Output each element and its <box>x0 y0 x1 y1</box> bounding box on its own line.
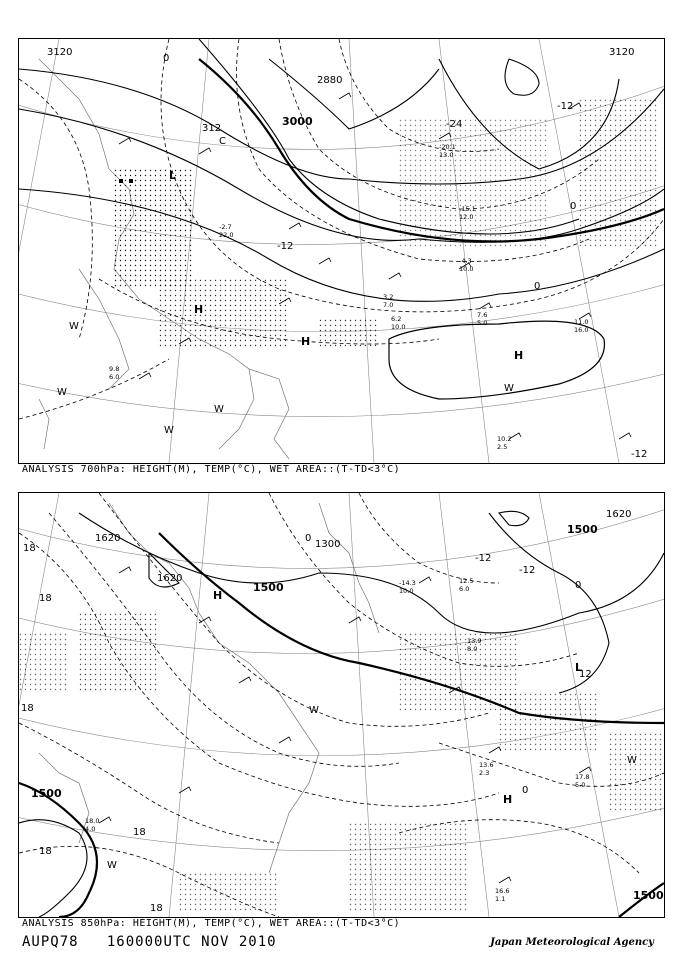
svg-text:-14.3: -14.3 <box>399 579 416 587</box>
svg-text:6.0: 6.0 <box>109 373 120 381</box>
svg-text:16.0: 16.0 <box>574 326 589 334</box>
svg-text:22.0: 22.0 <box>219 231 234 239</box>
height-label: 1620 <box>157 573 183 584</box>
height-label: 1500 <box>253 581 284 594</box>
height-1500-contour-sw <box>19 783 100 917</box>
isotherm-label: 18 <box>39 593 52 604</box>
valid-time: 160000UTC NOV 2010 <box>106 934 277 950</box>
svg-text:10.0: 10.0 <box>459 265 474 273</box>
svg-text:10.2: 10.2 <box>497 435 512 443</box>
isotherm-label: 18 <box>150 903 163 914</box>
svg-text:13.6: 13.6 <box>479 761 494 769</box>
svg-text:16.6: 16.6 <box>495 887 510 895</box>
svg-text:11.0: 11.0 <box>574 318 589 326</box>
svg-text:5.0: 5.0 <box>477 319 488 327</box>
cold-marker: C <box>219 136 226 147</box>
isotherm-label: 0 <box>163 53 170 64</box>
svg-text:6.0: 6.0 <box>459 585 470 593</box>
svg-text:18.0: 18.0 <box>85 817 100 825</box>
warm-marker: W <box>69 321 79 332</box>
height-label: 1500 <box>31 787 62 800</box>
warm-marker: W <box>164 425 174 436</box>
caption-700hpa: ANALYSIS 700hPa: HEIGHT(M), TEMP(°C), WET AREA::(T-TD<3°C) <box>22 464 401 475</box>
isotherm-label: 18 <box>23 543 36 554</box>
isotherm-label: 0 <box>305 533 312 544</box>
isotherm-label: -12 <box>277 241 294 252</box>
warm-marker: W <box>57 387 67 398</box>
svg-text:12.5: 12.5 <box>459 577 474 585</box>
svg-text:10.0: 10.0 <box>399 587 414 595</box>
svg-text:6.2: 6.2 <box>391 315 402 323</box>
svg-text:9.8: 9.8 <box>109 365 120 373</box>
svg-text:5.0: 5.0 <box>575 781 586 789</box>
svg-text:7.0: 7.0 <box>383 301 394 309</box>
height-label: 312 <box>202 123 222 134</box>
isotherm-label: 0 <box>522 785 529 796</box>
svg-text:-20.1: -20.1 <box>439 143 456 151</box>
svg-text:-15.1: -15.1 <box>459 205 476 213</box>
height-label: 1620 <box>606 509 632 520</box>
isotherm-label: 18 <box>133 827 146 838</box>
svg-text:2.5: 2.5 <box>497 443 508 451</box>
high-center-marker: H <box>194 303 204 316</box>
svg-text:13.9: 13.9 <box>467 637 482 645</box>
isotherm-label: 18 <box>21 703 34 714</box>
height-label: 1500 <box>633 889 664 902</box>
isotherm-label: -12 <box>557 101 574 112</box>
agency-credit: Japan Meteorological Agency <box>490 937 654 948</box>
analysis-700hpa-map <box>18 38 665 464</box>
chart-identifier <box>22 934 277 950</box>
isotherm-label: -12 <box>631 449 648 460</box>
svg-text:-2.7: -2.7 <box>219 223 232 231</box>
svg-text:2.3: 2.3 <box>479 769 490 777</box>
high-center-marker: H <box>514 349 524 362</box>
height-label: 1300 <box>315 539 341 550</box>
caption-850hpa: ANALYSIS 850hPa: HEIGHT(M), TEMP(°C), WET AREA::(T-TD<3°C) <box>22 918 401 929</box>
isotherm-label: 18 <box>39 846 52 857</box>
high-center-marker: H <box>503 793 513 806</box>
svg-text:10.0: 10.0 <box>391 323 406 331</box>
svg-text:17.8: 17.8 <box>575 773 590 781</box>
chart-code: AUPQ78 <box>22 934 79 950</box>
wind-barbs-700 <box>119 93 631 439</box>
analysis-850hpa-map <box>18 492 665 918</box>
svg-text:4.0: 4.0 <box>85 825 96 833</box>
low-center-marker: L <box>169 169 177 182</box>
svg-text:-4.3: -4.3 <box>459 257 472 265</box>
low-center-marker: L <box>575 661 583 674</box>
isotherm-label: 0 <box>570 201 577 212</box>
warm-marker: W <box>107 860 117 871</box>
warm-marker: W <box>214 404 224 415</box>
high-center-marker: H <box>301 335 311 348</box>
warm-marker: W <box>309 705 319 716</box>
svg-text:12.0: 12.0 <box>459 213 474 221</box>
svg-text:13.0: 13.0 <box>439 151 454 159</box>
high-center-marker: H <box>213 589 223 602</box>
height-label: 1620 <box>95 533 121 544</box>
svg-text:3.2: 3.2 <box>383 293 394 301</box>
map-700-svg <box>19 39 664 463</box>
height-label: 1500 <box>567 523 598 536</box>
svg-text:1.1: 1.1 <box>495 895 506 903</box>
warm-marker: W <box>627 755 637 766</box>
svg-text:7.6: 7.6 <box>477 311 488 319</box>
svg-text:8.0: 8.0 <box>467 645 478 653</box>
height-label: 3120 <box>609 47 635 58</box>
isotherm-label: -12 <box>519 565 536 576</box>
warm-marker: W <box>504 383 514 394</box>
height-label: 3120 <box>47 47 73 58</box>
high-center-contour <box>389 321 604 399</box>
isotherm-label: 0 <box>534 281 541 292</box>
height-label: 2880 <box>317 75 343 86</box>
isotherm-label: 0 <box>575 580 582 591</box>
isotherm-label: -24 <box>446 119 463 130</box>
isotherm-label: -12 <box>475 553 492 564</box>
height-label: 3000 <box>282 115 313 128</box>
map-850-svg <box>19 493 664 917</box>
isotherm-label: 12 <box>579 669 592 680</box>
